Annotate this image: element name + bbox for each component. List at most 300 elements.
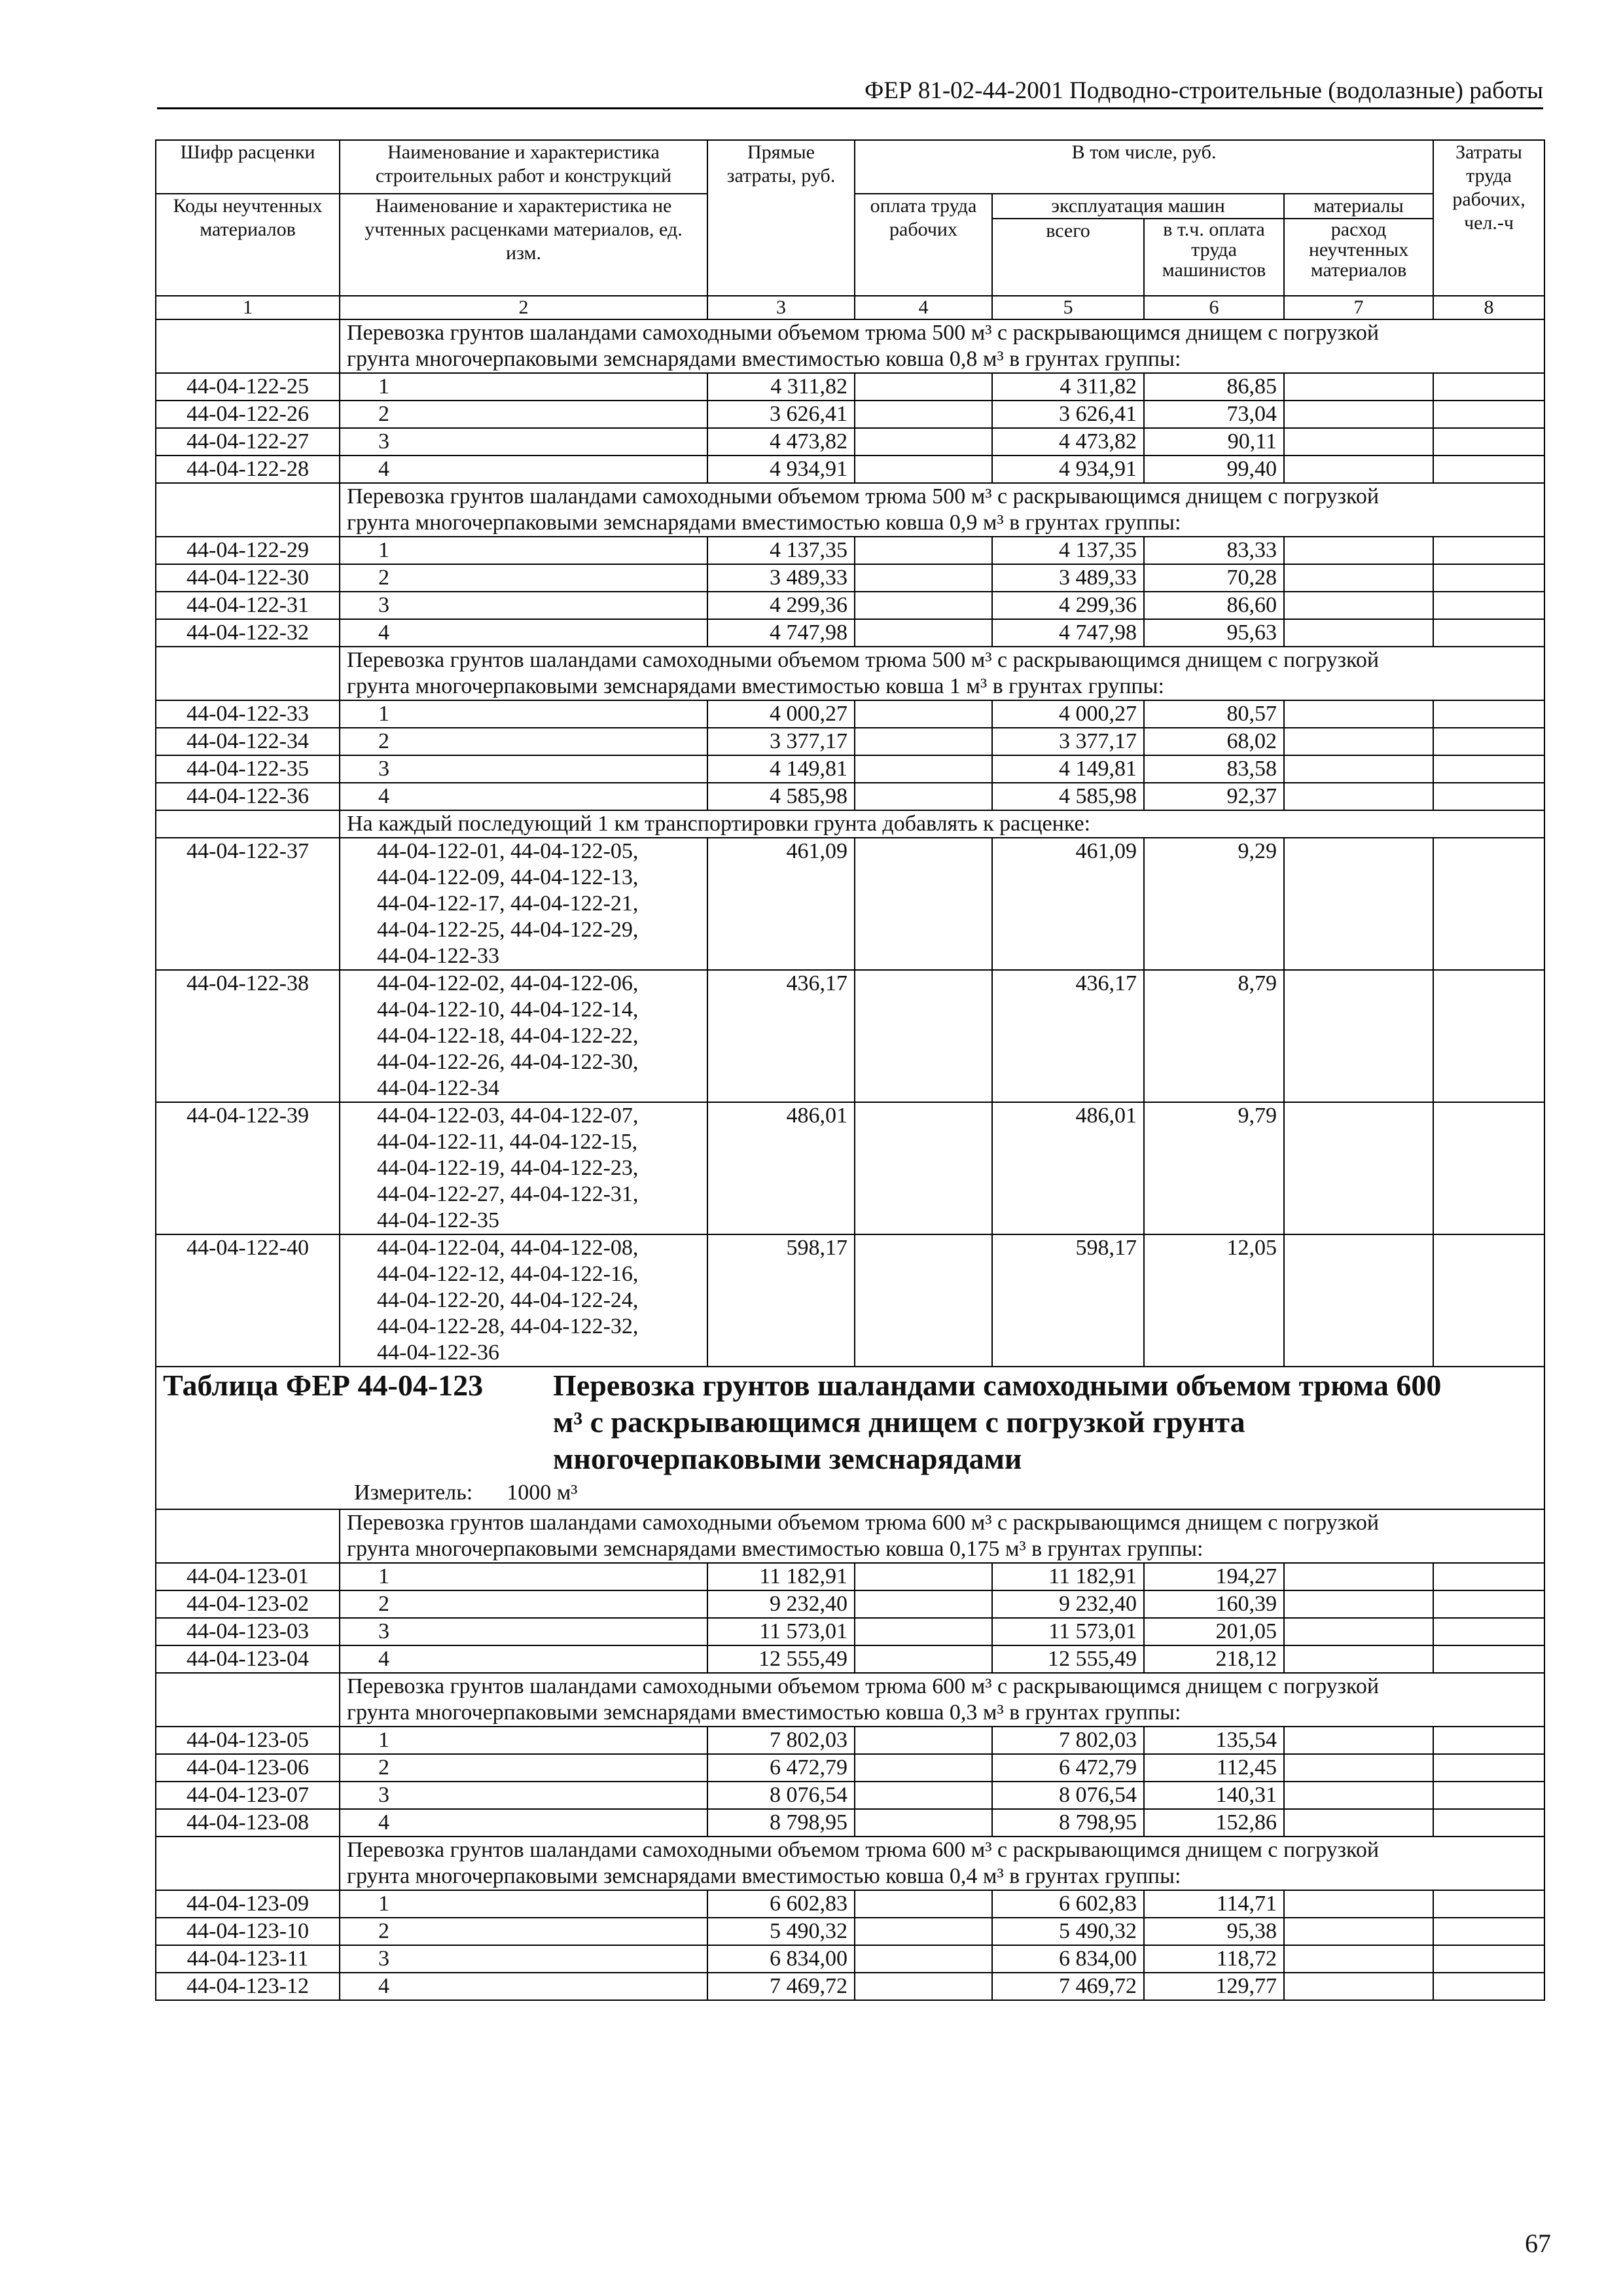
col-machines-header: эксплуатация машин: [992, 194, 1284, 219]
machine-cost: 3 489,33: [992, 564, 1144, 592]
worker-hours: [1433, 838, 1544, 970]
rate-code: 44-04-123-08: [156, 1809, 340, 1837]
machine-cost: 4 137,35: [992, 537, 1144, 564]
worker-hours: [1433, 1618, 1544, 1645]
worker-hours: [1433, 1727, 1544, 1754]
machine-cost: 11 573,01: [992, 1618, 1144, 1645]
direct-cost: 3 489,33: [707, 564, 855, 592]
group-heading-row: [156, 1509, 1544, 1563]
referenced-rate-line: 44-04-122-01, 44-04-122-05,: [377, 839, 639, 863]
column-number: 4: [855, 296, 992, 319]
soil-group: 1: [340, 1727, 707, 1754]
rate-code: 44-04-123-04: [156, 1645, 340, 1673]
machine-cost: 11 182,91: [992, 1563, 1144, 1590]
group-heading-code-cell: [156, 647, 340, 700]
referenced-rate-line: 44-04-122-02, 44-04-122-06,: [377, 971, 639, 996]
table-row: [156, 401, 1544, 428]
direct-cost: 9 232,40: [707, 1590, 855, 1618]
labor-cost: [855, 1234, 992, 1367]
rate-code: 44-04-123-05: [156, 1727, 340, 1754]
soil-group: 2: [340, 401, 707, 428]
materials-cost: [1284, 1645, 1433, 1673]
machinist-labor-cost: 99,40: [1144, 456, 1284, 483]
group-heading-code-cell: [156, 483, 340, 537]
materials-cost: [1284, 619, 1433, 647]
labor-cost: [855, 1890, 992, 1918]
soil-group: 3: [340, 592, 707, 619]
machinist-labor-cost: 9,29: [1144, 838, 1284, 970]
soil-group: 1: [340, 1563, 707, 1590]
rate-code: 44-04-123-01: [156, 1563, 340, 1590]
column-number: 1: [156, 296, 340, 319]
labor-cost: [855, 755, 992, 783]
referenced-rate-line: 44-04-122-34: [377, 1076, 499, 1100]
worker-hours: [1433, 1890, 1544, 1918]
group-heading-row: [156, 483, 1544, 537]
direct-cost: 3 377,17: [707, 728, 855, 755]
labor-cost: [855, 537, 992, 564]
machinist-labor-cost: 73,04: [1144, 401, 1284, 428]
referenced-rate-line: 44-04-122-12, 44-04-122-16,: [377, 1262, 639, 1286]
rate-code: 44-04-123-07: [156, 1782, 340, 1809]
soil-group: 4: [340, 619, 707, 647]
table-row: [156, 1782, 1544, 1809]
materials-cost: [1284, 1973, 1433, 2000]
machine-cost: 598,17: [992, 1234, 1144, 1367]
column-number: 5: [992, 296, 1144, 319]
worker-hours: [1433, 373, 1544, 401]
column-number: 8: [1433, 296, 1544, 319]
materials-cost: [1284, 970, 1433, 1102]
worker-hours: [1433, 1234, 1544, 1367]
materials-cost: [1284, 428, 1433, 456]
worker-hours: [1433, 970, 1544, 1102]
direct-cost: 4 311,82: [707, 373, 855, 401]
labor-cost: [855, 564, 992, 592]
table-name-line: Перевозка грунтов шаландами самоходными объемом трюма 600: [553, 1369, 1442, 1402]
worker-hours: [1433, 700, 1544, 728]
soil-group: 1: [340, 1890, 707, 1918]
table-name-line: м³ с раскрывающимся днищем с погрузкой грунта: [553, 1405, 1245, 1439]
direct-cost: 4 137,35: [707, 537, 855, 564]
group-heading-line: Перевозка грунтов шаландами самоходными объемом трюма 500 м³ с раскрывающимся днищем с погрузкой: [347, 321, 1380, 345]
direct-cost: 5 490,32: [707, 1918, 855, 1945]
labor-cost: [855, 373, 992, 401]
group-heading: [340, 319, 1544, 373]
col-mat-sub-header: расход неучтенных материалов: [1284, 219, 1433, 296]
table-row: [156, 783, 1544, 810]
machine-cost: 8 798,95: [992, 1809, 1144, 1837]
table-name-line: многочерпаковыми земснарядами: [553, 1442, 1022, 1475]
table-row: [156, 1618, 1544, 1645]
labor-cost: [855, 1754, 992, 1782]
referenced-rate-line: 44-04-122-36: [377, 1340, 499, 1365]
worker-hours: [1433, 728, 1544, 755]
referenced-rate-line: 44-04-122-10, 44-04-122-14,: [377, 997, 639, 1022]
table-row: [156, 564, 1544, 592]
direct-cost: 461,09: [707, 838, 855, 970]
materials-cost: [1284, 1234, 1433, 1367]
group-heading-code-cell: [156, 1837, 340, 1890]
worker-hours: [1433, 1102, 1544, 1234]
add-heading-code-cell: [156, 810, 340, 838]
machine-cost: 4 747,98: [992, 619, 1144, 647]
materials-cost: [1284, 564, 1433, 592]
materials-cost: [1284, 700, 1433, 728]
rate-code: 44-04-123-10: [156, 1918, 340, 1945]
machine-cost: 4 299,36: [992, 592, 1144, 619]
machine-cost: 4 585,98: [992, 783, 1144, 810]
group-heading-code-cell: [156, 319, 340, 373]
add-heading-row: [156, 810, 1544, 838]
column-number: 3: [707, 296, 855, 319]
machinist-labor-cost: 83,58: [1144, 755, 1284, 783]
machinist-labor-cost: 92,37: [1144, 783, 1284, 810]
machine-cost: 9 232,40: [992, 1590, 1144, 1618]
soil-group: 2: [340, 1918, 707, 1945]
direct-cost: 598,17: [707, 1234, 855, 1367]
running-header: ФЕР 81-02-44-2001 Подводно-строительные (водолазные) работы: [865, 77, 1543, 104]
labor-cost: [855, 428, 992, 456]
referenced-rate-line: 44-04-122-27, 44-04-122-31,: [377, 1182, 639, 1206]
materials-cost: [1284, 1918, 1433, 1945]
table-row: [156, 537, 1544, 564]
soil-group: 4: [340, 1809, 707, 1837]
worker-hours: [1433, 1973, 1544, 2000]
referenced-rates: [340, 838, 707, 970]
labor-cost: [855, 1102, 992, 1234]
direct-cost: 6 834,00: [707, 1945, 855, 1973]
table-row: [156, 1727, 1544, 1754]
materials-cost: [1284, 1590, 1433, 1618]
column-number: 7: [1284, 296, 1433, 319]
machine-cost: 12 555,49: [992, 1645, 1144, 1673]
direct-cost: 7 469,72: [707, 1973, 855, 2000]
soil-group: 4: [340, 1973, 707, 2000]
table-row: [156, 1234, 1544, 1367]
rate-code: 44-04-122-35: [156, 755, 340, 783]
machine-cost: 8 076,54: [992, 1782, 1144, 1809]
group-heading-line: Перевозка грунтов шаландами самоходными объемом трюма 500 м³ с раскрывающимся днищем с погрузкой: [347, 484, 1380, 509]
table-row: [156, 838, 1544, 970]
labor-cost: [855, 838, 992, 970]
table-title-block: [156, 1367, 1544, 1509]
materials-cost: [1284, 1618, 1433, 1645]
referenced-rate-line: 44-04-122-19, 44-04-122-23,: [377, 1156, 639, 1180]
col-materials-header: материалы: [1284, 194, 1433, 219]
machinist-labor-cost: 12,05: [1144, 1234, 1284, 1367]
materials-cost: [1284, 1945, 1433, 1973]
soil-group: 2: [340, 1754, 707, 1782]
labor-cost: [855, 592, 992, 619]
group-heading-line: грунта многочерпаковыми земснарядами вместимостью ковша 0,175 м³ в грунтах группы:: [347, 1537, 1204, 1561]
machinist-labor-cost: 114,71: [1144, 1890, 1284, 1918]
worker-hours: [1433, 1563, 1544, 1590]
table-row: [156, 592, 1544, 619]
table-row: [156, 373, 1544, 401]
worker-hours: [1433, 564, 1544, 592]
rate-code: 44-04-123-02: [156, 1590, 340, 1618]
table-title-row: [156, 1367, 1544, 1509]
col-mach-total-header: всего: [992, 219, 1144, 296]
materials-cost: [1284, 537, 1433, 564]
col-code-header: Шифр расценки: [156, 140, 340, 194]
machinist-labor-cost: 95,38: [1144, 1918, 1284, 1945]
machine-cost: 6 834,00: [992, 1945, 1144, 1973]
table-row: [156, 1809, 1544, 1837]
direct-cost: 4 473,82: [707, 428, 855, 456]
group-heading: [340, 1673, 1544, 1727]
table-row: [156, 619, 1544, 647]
group-heading-row: [156, 647, 1544, 700]
machinist-labor-cost: 118,72: [1144, 1945, 1284, 1973]
worker-hours: [1433, 1945, 1544, 1973]
labor-cost: [855, 1727, 992, 1754]
worker-hours: [1433, 1645, 1544, 1673]
worker-hours: [1433, 1918, 1544, 1945]
soil-group: 3: [340, 755, 707, 783]
rates-table: [155, 139, 1545, 2001]
table-row: [156, 1754, 1544, 1782]
col-code-sub: Коды неучтенных материалов: [156, 194, 340, 296]
machine-cost: 436,17: [992, 970, 1144, 1102]
worker-hours: [1433, 537, 1544, 564]
group-heading: [340, 1509, 1544, 1563]
labor-cost: [855, 1782, 992, 1809]
rate-code: 44-04-123-06: [156, 1754, 340, 1782]
measure-value: 1000 м³: [507, 1480, 578, 1505]
machinist-labor-cost: 218,12: [1144, 1645, 1284, 1673]
machine-cost: 3 377,17: [992, 728, 1144, 755]
labor-cost: [855, 728, 992, 755]
referenced-rate-line: 44-04-122-11, 44-04-122-15,: [377, 1130, 638, 1154]
direct-cost: 8 076,54: [707, 1782, 855, 1809]
machinist-labor-cost: 194,27: [1144, 1563, 1284, 1590]
table-row: [156, 428, 1544, 456]
referenced-rate-line: 44-04-122-35: [377, 1208, 499, 1232]
referenced-rate-line: 44-04-122-28, 44-04-122-32,: [377, 1314, 639, 1338]
referenced-rates: [340, 970, 707, 1102]
direct-cost: 4 299,36: [707, 592, 855, 619]
labor-cost: [855, 1809, 992, 1837]
rate-code: 44-04-122-25: [156, 373, 340, 401]
machine-cost: 4 000,27: [992, 700, 1144, 728]
col-direct-header: Прямые затраты, руб.: [707, 140, 855, 296]
soil-group: 3: [340, 428, 707, 456]
add-heading: На каждый последующий 1 км транспортировки грунта добавлять к расценке:: [340, 810, 1544, 838]
referenced-rate-line: 44-04-122-25, 44-04-122-29,: [377, 918, 639, 942]
referenced-rates: [340, 1234, 707, 1367]
machine-cost: 4 934,91: [992, 456, 1144, 483]
referenced-rate-line: 44-04-122-09, 44-04-122-13,: [377, 865, 639, 889]
machine-cost: 7 802,03: [992, 1727, 1144, 1754]
machinist-labor-cost: 80,57: [1144, 700, 1284, 728]
worker-hours: [1433, 783, 1544, 810]
table-row: [156, 755, 1544, 783]
labor-cost: [855, 783, 992, 810]
group-heading-row: [156, 1837, 1544, 1890]
machine-cost: 7 469,72: [992, 1973, 1144, 2000]
col-name-sub: Наименование и характеристика не учтенных расценками материалов, ед. изм.: [340, 194, 707, 296]
soil-group: 2: [340, 728, 707, 755]
rate-code: 44-04-122-26: [156, 401, 340, 428]
direct-cost: 4 585,98: [707, 783, 855, 810]
table-title: [163, 1367, 1537, 1477]
rate-code: 44-04-123-03: [156, 1618, 340, 1645]
labor-cost: [855, 1645, 992, 1673]
machine-cost: 461,09: [992, 838, 1144, 970]
direct-cost: 7 802,03: [707, 1727, 855, 1754]
group-heading-code-cell: [156, 1673, 340, 1727]
soil-group: 2: [340, 564, 707, 592]
soil-group: 1: [340, 537, 707, 564]
machine-cost: 4 149,81: [992, 755, 1144, 783]
machine-cost: 4 311,82: [992, 373, 1144, 401]
rate-code: 44-04-122-32: [156, 619, 340, 647]
group-heading-line: грунта многочерпаковыми земснарядами вместимостью ковша 0,9 м³ в грунтах группы:: [347, 511, 1181, 535]
rate-code: 44-04-122-30: [156, 564, 340, 592]
col-name-header: Наименование и характеристика строительных работ и конструкций: [340, 140, 707, 194]
rate-code: 44-04-122-36: [156, 783, 340, 810]
table-name: [553, 1367, 1537, 1477]
direct-cost: 6 472,79: [707, 1754, 855, 1782]
soil-group: 3: [340, 1782, 707, 1809]
direct-cost: 3 626,41: [707, 401, 855, 428]
materials-cost: [1284, 1102, 1433, 1234]
col-mach-labor-header: в т.ч. оплата труда машинистов: [1144, 219, 1284, 296]
machinist-labor-cost: 8,79: [1144, 970, 1284, 1102]
machinist-labor-cost: 90,11: [1144, 428, 1284, 456]
soil-group: 2: [340, 1590, 707, 1618]
referenced-rate-line: 44-04-122-03, 44-04-122-07,: [377, 1103, 639, 1128]
machinist-labor-cost: 135,54: [1144, 1727, 1284, 1754]
rate-code: 44-04-122-37: [156, 838, 340, 970]
machinist-labor-cost: 140,31: [1144, 1782, 1284, 1809]
machinist-labor-cost: 201,05: [1144, 1618, 1284, 1645]
direct-cost: 4 000,27: [707, 700, 855, 728]
group-heading-line: грунта многочерпаковыми земснарядами вместимостью ковша 0,3 м³ в грунтах группы:: [347, 1700, 1181, 1725]
soil-group: 3: [340, 1618, 707, 1645]
direct-cost: 4 149,81: [707, 755, 855, 783]
worker-hours: [1433, 1754, 1544, 1782]
direct-cost: 4 934,91: [707, 456, 855, 483]
machinist-labor-cost: 160,39: [1144, 1590, 1284, 1618]
materials-cost: [1284, 1809, 1433, 1837]
machine-cost: 6 602,83: [992, 1890, 1144, 1918]
worker-hours: [1433, 1782, 1544, 1809]
machinist-labor-cost: 86,85: [1144, 373, 1284, 401]
worker-hours: [1433, 619, 1544, 647]
materials-cost: [1284, 755, 1433, 783]
worker-hours: [1433, 456, 1544, 483]
materials-cost: [1284, 728, 1433, 755]
group-heading-row: [156, 1673, 1544, 1727]
worker-hours: [1433, 401, 1544, 428]
col-labor-header: оплата труда рабочих: [855, 194, 992, 296]
machine-cost: 3 626,41: [992, 401, 1144, 428]
labor-cost: [855, 1918, 992, 1945]
materials-cost: [1284, 401, 1433, 428]
group-heading-line: Перевозка грунтов шаландами самоходными объемом трюма 600 м³ с раскрывающимся днищем с погрузкой: [347, 1838, 1380, 1862]
measure-unit: [354, 1477, 1537, 1509]
worker-hours: [1433, 1809, 1544, 1837]
rate-code: 44-04-122-39: [156, 1102, 340, 1234]
rate-code: 44-04-122-33: [156, 700, 340, 728]
group-heading-row: [156, 319, 1544, 373]
rate-code: 44-04-122-28: [156, 456, 340, 483]
labor-cost: [855, 1590, 992, 1618]
rate-code: 44-04-123-12: [156, 1973, 340, 2000]
machinist-labor-cost: 129,77: [1144, 1973, 1284, 2000]
group-heading-line: Перевозка грунтов шаландами самоходными объемом трюма 500 м³ с раскрывающимся днищем с погрузкой: [347, 648, 1380, 672]
table-row: [156, 1945, 1544, 1973]
referenced-rate-line: 44-04-122-33: [377, 944, 499, 968]
machinist-labor-cost: 86,60: [1144, 592, 1284, 619]
soil-group: 4: [340, 783, 707, 810]
direct-cost: 6 602,83: [707, 1890, 855, 1918]
table-row: [156, 1590, 1544, 1618]
machinist-labor-cost: 9,79: [1144, 1102, 1284, 1234]
rate-code: 44-04-122-40: [156, 1234, 340, 1367]
rate-code: 44-04-122-38: [156, 970, 340, 1102]
group-heading: [340, 483, 1544, 537]
direct-cost: 11 182,91: [707, 1563, 855, 1590]
table-row: [156, 1563, 1544, 1590]
machinist-labor-cost: 152,86: [1144, 1809, 1284, 1837]
group-heading: [340, 647, 1544, 700]
soil-group: 4: [340, 456, 707, 483]
col-incl-header: В том числе, руб.: [855, 140, 1433, 194]
direct-cost: 4 747,98: [707, 619, 855, 647]
machine-cost: 6 472,79: [992, 1754, 1144, 1782]
materials-cost: [1284, 592, 1433, 619]
machine-cost: 5 490,32: [992, 1918, 1144, 1945]
soil-group: 3: [340, 1945, 707, 1973]
table-row: [156, 970, 1544, 1102]
direct-cost: 436,17: [707, 970, 855, 1102]
materials-cost: [1284, 783, 1433, 810]
group-heading: [340, 1837, 1544, 1890]
referenced-rates: [340, 1102, 707, 1234]
group-heading-line: грунта многочерпаковыми земснарядами вместимостью ковша 1 м³ в грунтах группы:: [347, 674, 1164, 698]
rate-code: 44-04-122-27: [156, 428, 340, 456]
soil-group: 1: [340, 700, 707, 728]
machinist-labor-cost: 70,28: [1144, 564, 1284, 592]
machine-cost: 486,01: [992, 1102, 1144, 1234]
machinist-labor-cost: 95,63: [1144, 619, 1284, 647]
labor-cost: [855, 1563, 992, 1590]
rate-code: 44-04-122-31: [156, 592, 340, 619]
materials-cost: [1284, 838, 1433, 970]
referenced-rate-line: 44-04-122-26, 44-04-122-30,: [377, 1050, 639, 1074]
rate-code: 44-04-122-34: [156, 728, 340, 755]
table-row: [156, 1890, 1544, 1918]
materials-cost: [1284, 456, 1433, 483]
rate-code: 44-04-123-09: [156, 1890, 340, 1918]
table-row: [156, 1918, 1544, 1945]
referenced-rate-line: 44-04-122-20, 44-04-122-24,: [377, 1288, 639, 1312]
direct-cost: 486,01: [707, 1102, 855, 1234]
column-number: 2: [340, 296, 707, 319]
machinist-labor-cost: 112,45: [1144, 1754, 1284, 1782]
group-heading-line: грунта многочерпаковыми земснарядами вместимостью ковша 0,4 м³ в грунтах группы:: [347, 1864, 1181, 1888]
table-row: [156, 728, 1544, 755]
soil-group: 4: [340, 1645, 707, 1673]
header-rule: [157, 107, 1543, 109]
direct-cost: 8 798,95: [707, 1809, 855, 1837]
group-heading-line: Перевозка грунтов шаландами самоходными объемом трюма 600 м³ с раскрывающимся днищем с погрузкой: [347, 1511, 1380, 1535]
group-heading-line: грунта многочерпаковыми земснарядами вместимостью ковша 0,8 м³ в грунтах группы:: [347, 347, 1181, 371]
